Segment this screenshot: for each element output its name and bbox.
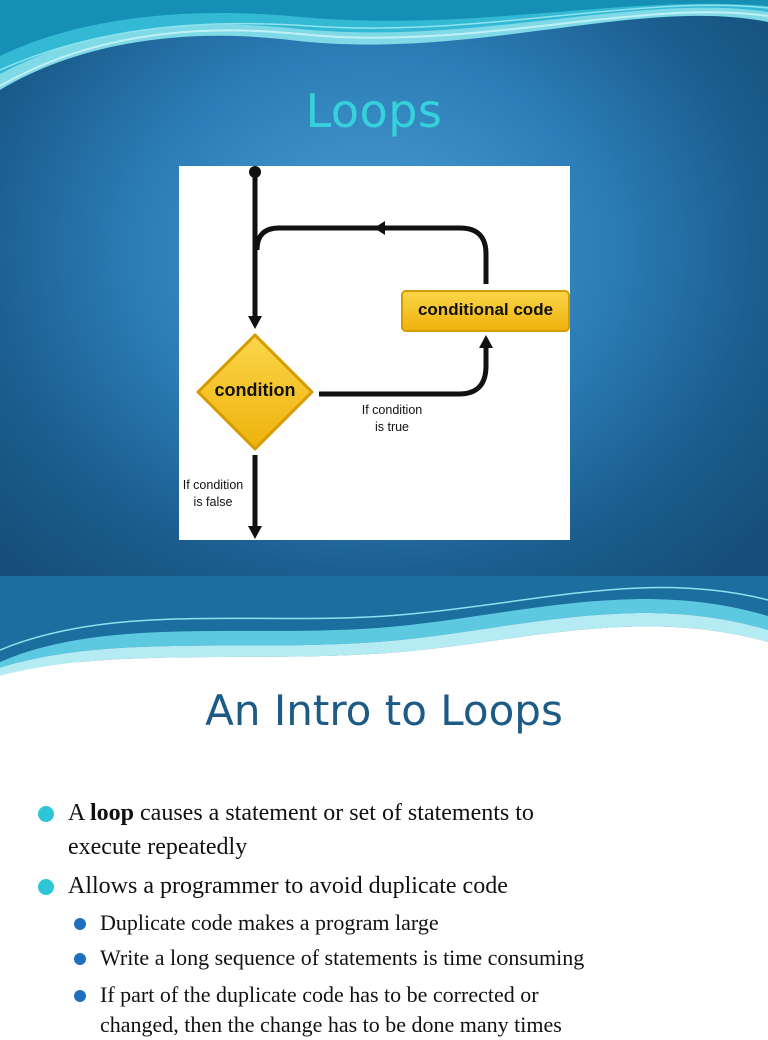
bullet-dot-level2 — [74, 990, 86, 1002]
bullet-dot-level1 — [38, 806, 54, 822]
sub-bullet-item — [100, 943, 740, 973]
bottom-wave-decoration — [0, 570, 768, 680]
bullet-text: If part of the duplicate code has to be corrected or — [100, 982, 539, 1007]
bullet-keyword: loop — [90, 800, 135, 826]
bullet-dot-level1 — [38, 879, 54, 895]
bullet-text: causes a statement or set of statements to — [134, 800, 534, 826]
condition-label: condition — [214, 380, 296, 400]
bullet-text: Duplicate code makes a program large — [100, 910, 439, 935]
false-branch-label — [175, 477, 251, 511]
bullet-text-continued: changed, then the change has to be done many times — [100, 1012, 562, 1037]
true-branch-label-line1: If condition — [361, 403, 423, 417]
bullet-item — [68, 869, 708, 903]
bullet-text: A — [68, 800, 91, 826]
bullet-text-continued: execute repeatedly — [68, 834, 248, 860]
conditional-code-label: conditional code — [417, 300, 554, 319]
bullet-dot-level2 — [74, 953, 86, 965]
slide-title-intro: An Intro to Loops — [205, 686, 563, 735]
true-branch-arrow — [319, 346, 486, 394]
loop-back-arrow — [257, 228, 486, 284]
bullet-dot-level2 — [74, 918, 86, 930]
true-branch-label — [347, 402, 437, 436]
slide-title-loops: Loops — [305, 84, 443, 138]
true-branch-label-line2: is true — [374, 420, 410, 434]
bullet-item — [68, 796, 708, 864]
false-branch-label-line1: If condition — [182, 478, 244, 492]
false-branch-label-line2: is false — [193, 495, 233, 509]
loop-flowchart — [179, 166, 570, 540]
bullet-text: Write a long sequence of statements is time consuming — [100, 945, 585, 970]
sub-bullet-item — [100, 908, 740, 938]
bullet-text: Allows a programmer to avoid duplicate code — [68, 873, 508, 899]
sub-bullet-item — [100, 980, 740, 1040]
